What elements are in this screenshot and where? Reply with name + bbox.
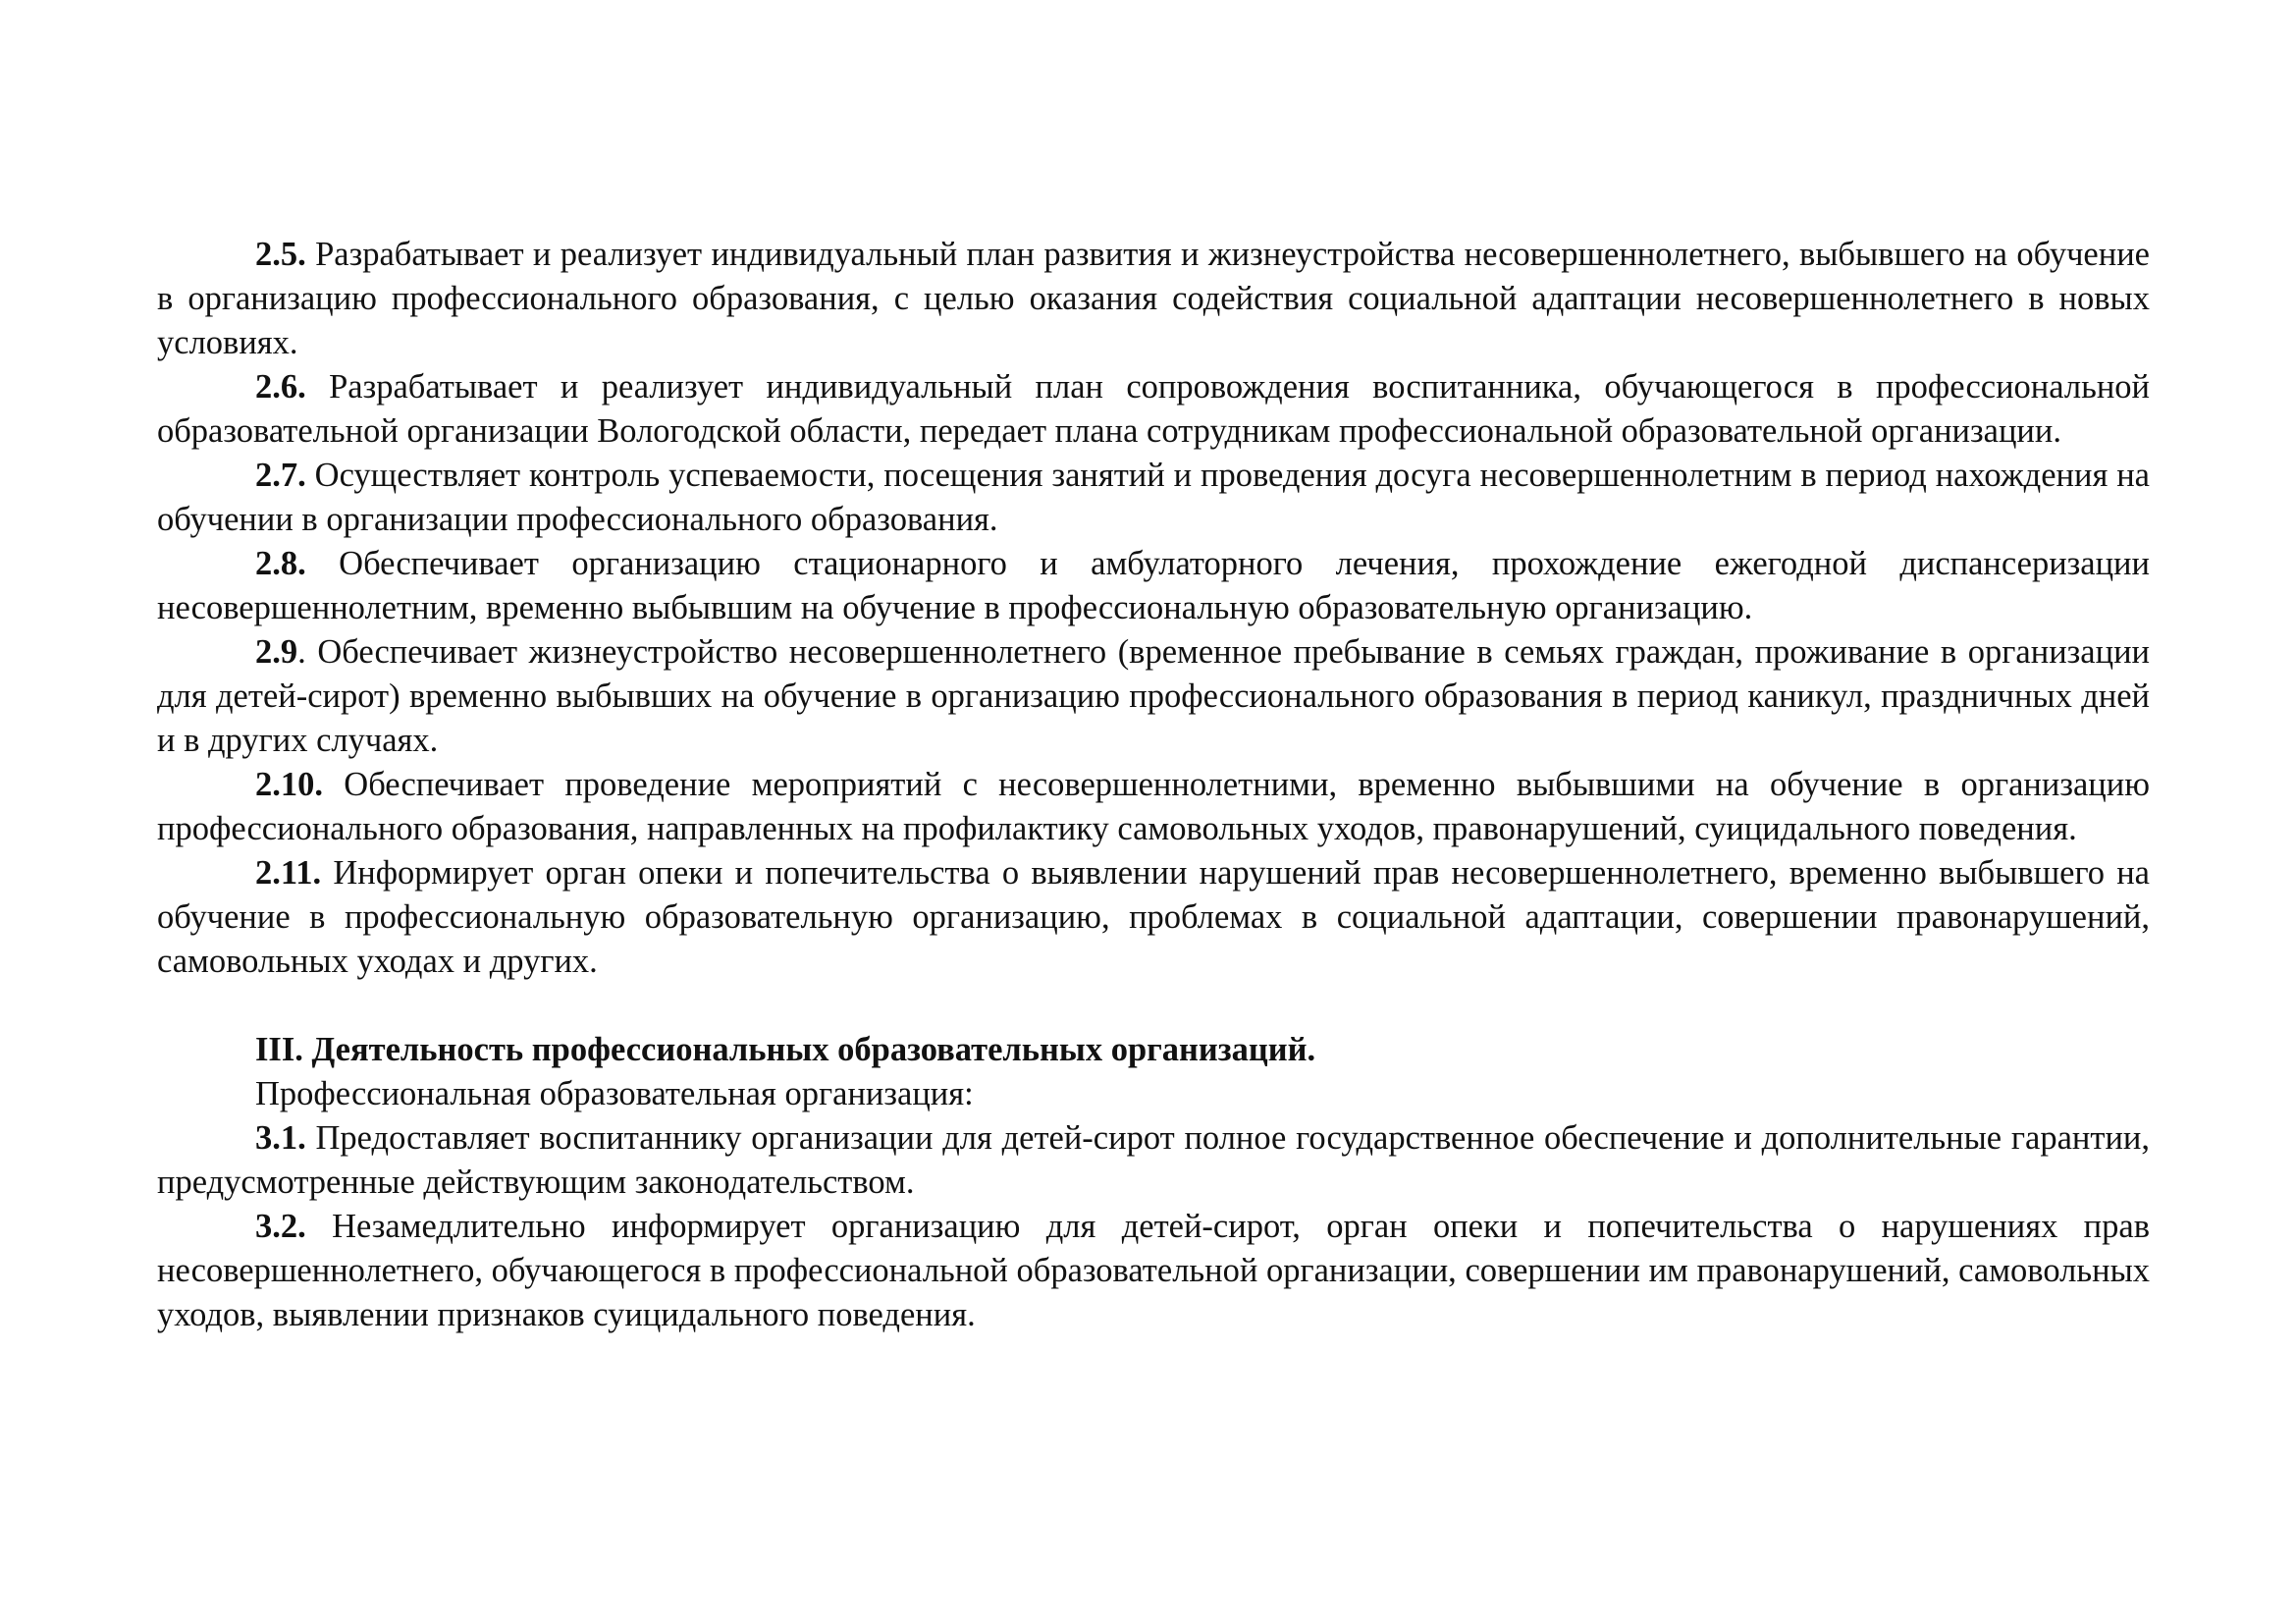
document-page	[157, 233, 2150, 1337]
clause-number: 2.10.	[255, 766, 323, 803]
clause-2-7	[157, 454, 2150, 542]
clause-number: 3.1.	[255, 1119, 306, 1157]
clause-text: Незамедлительно информирует организацию для детей-сирот, орган опеки и попечительства о нарушениях прав несовершеннолетнего, обучающегося в профессиональной образовательной организации, совершении им правонарушений, самовольных уходов, выявлении признаков суицидального поведения.	[157, 1208, 2150, 1333]
clause-number: 2.8.	[255, 545, 306, 582]
clause-text: Информирует орган опеки и попечительства о выявлении нарушений прав несовершеннолетнего, временно выбывшего на обучение в профессиональную образовательную организацию, проблемах в социальной адаптации, совершении правонарушений, самовольных уходах и других.	[157, 854, 2150, 980]
clause-text: . Обеспечивает жизнеустройство несовершеннолетнего (временное пребывание в семьях граждан, проживание в организации для детей-сирот) временно выбывших на обучение в организацию профессионального образования в период каникул, праздничных дней и в других случаях.	[157, 633, 2150, 759]
clause-3-2	[157, 1205, 2150, 1337]
clause-number: 2.6.	[255, 368, 306, 406]
section-3-intro: Профессиональная образовательная организация:	[255, 1075, 974, 1112]
clause-number: 2.11.	[255, 854, 322, 892]
clause-2-8	[157, 542, 2150, 630]
clause-2-9	[157, 630, 2150, 763]
clause-3-1	[157, 1116, 2150, 1205]
clause-text: Разрабатывает и реализует индивидуальный план развития и жизнеустройства несовершеннолетнего, выбывшего на обучение в организацию профессионального образования, с целью оказания содействия социальной адаптации несовершеннолетнего в новых условиях.	[157, 236, 2150, 361]
section-gap	[157, 984, 2150, 1028]
clause-text: Предоставляет воспитаннику организации для детей-сирот полное государственное обеспечение и дополнительные гарантии, предусмотренные действующим законодательством.	[157, 1119, 2150, 1201]
clause-number: 2.9	[255, 633, 298, 671]
clause-text: Обеспечивает проведение мероприятий с несовершеннолетними, временно выбывшими на обучение в организацию профессионального образования, направленных на профилактику самовольных уходов, правонарушений, суицидального поведения.	[157, 766, 2150, 847]
clause-2-11	[157, 851, 2150, 984]
section-3-title: III. Деятельность профессиональных образовательных организаций.	[255, 1031, 1316, 1068]
clause-text: Осуществляет контроль успеваемости, посещения занятий и проведения досуга несовершеннолетним в период нахождения на обучении в организации профессионального образования.	[157, 457, 2150, 538]
clause-number: 2.5.	[255, 236, 306, 273]
clause-2-6	[157, 365, 2150, 454]
clause-text: Разрабатывает и реализует индивидуальный план сопровождения воспитанника, обучающегося в профессиональной образовательной организации Вологодской области, передает плана сотрудникам профессиональной образовательной организации.	[157, 368, 2150, 450]
clause-number: 3.2.	[255, 1208, 306, 1245]
clause-2-5	[157, 233, 2150, 365]
clause-number: 2.7.	[255, 457, 306, 494]
clause-2-10	[157, 763, 2150, 851]
clause-text: Обеспечивает организацию стационарного и амбулаторного лечения, прохождение ежегодной диспансеризации несовершеннолетним, временно выбывшим на обучение в профессиональную образовательную организацию.	[157, 545, 2150, 626]
